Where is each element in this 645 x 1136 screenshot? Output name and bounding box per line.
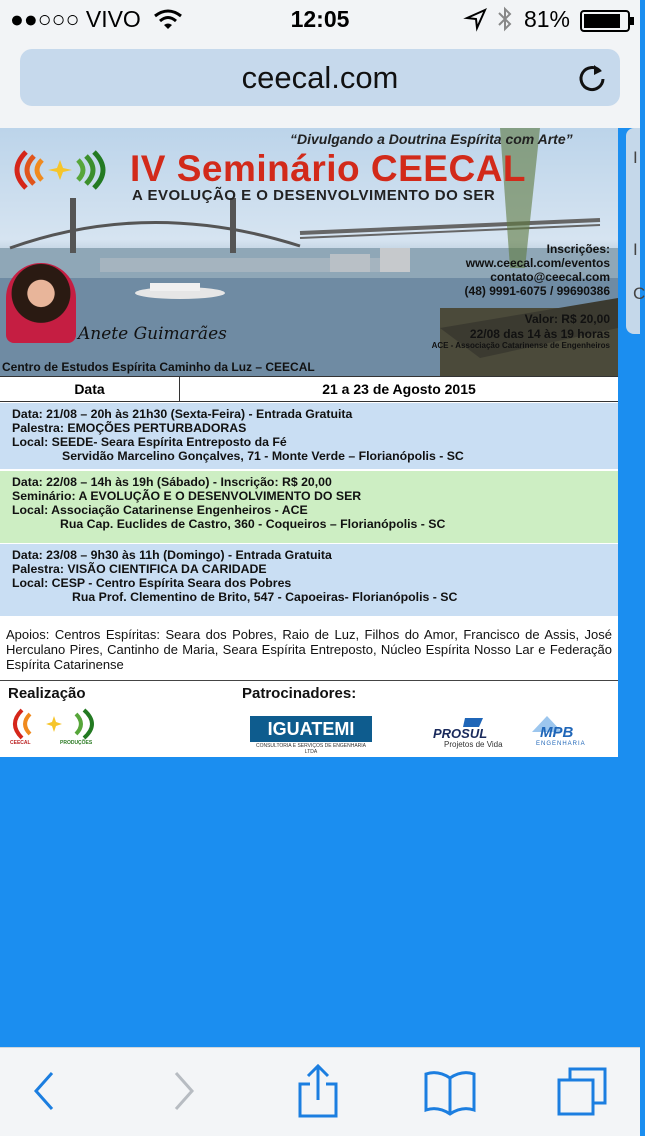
event-talk: Palestra: VISÃO CIENTIFICA DA CARIDADE [12,562,267,576]
event-address: Rua Prof. Clementino de Brito, 547 - Capoeiras- Florianópolis - SC [72,590,458,604]
location-icon [465,8,487,30]
share-icon[interactable] [296,1064,340,1118]
event-block-2 [0,471,618,543]
event-site: www.ceecal.com/eventos [465,256,610,270]
event-date: Data: 23/08 – 9h30 às 11h (Domingo) - Entrada Gratuita [12,548,332,562]
event-flyer [0,128,618,757]
forward-icon[interactable] [170,1068,198,1114]
flyer-banner [0,128,618,376]
date-value: 21 a 23 de Agosto 2015 [322,381,476,397]
prosul-logo: PROSUL [433,726,488,741]
battery-icon [580,10,630,32]
event-address: Rua Cap. Euclides de Castro, 360 - Coqueiros – Florianópolis - SC [60,517,446,531]
producoes-label: PRODUÇÕES [60,740,93,746]
side-letter: I [633,240,638,259]
side-letter: I [633,148,638,167]
ceecal-logo-icon [6,148,114,192]
event-hours: 22/08 das 14 às 19 horas [469,327,610,341]
event-price: Valor: R$ 20,00 [524,312,610,326]
slogan: “Divulgando a Doutrina Espírita com Arte” [290,131,573,147]
date-row [0,376,618,402]
prosul-subtitle: Projetos de Vida [444,740,503,749]
tabs-icon[interactable] [556,1066,608,1116]
back-icon[interactable] [30,1068,58,1114]
mpb-logo: MPB [540,724,574,741]
speaker-name: Anete Guimarães [78,324,227,344]
event-location: Local: Associação Catarinense Engenheiros - ACE [12,503,308,517]
event-block-3 [0,544,618,616]
realizacao-label: Realização [8,685,86,702]
mpb-subtitle: ENGENHARIA [536,741,586,747]
clock: 12:05 [290,6,350,32]
reload-icon[interactable] [576,61,608,93]
bottom-toolbar [0,1047,640,1136]
url-text[interactable]: ceecal.com [241,60,399,95]
event-talk: Palestra: EMOÇÕES PERTURBADORAS [12,421,247,435]
speaker-photo [6,263,76,343]
ceecal-small-logo-icon [8,708,104,740]
event-location: Local: CESP - Centro Espírita Seara dos Pobres [12,576,292,590]
bluetooth-icon [497,6,513,32]
event-date: Data: 22/08 – 14h às 19h (Sábado) - Inscrição: R$ 20,00 [12,475,332,489]
ace-label: ACE - Associação Catarinense de Engenheiros [431,341,610,350]
side-letter: C [633,284,645,303]
sponsors-label: Patrocinadores: [242,685,357,702]
address-bar[interactable] [20,49,620,106]
carrier-signal: ●●○○○ VIVO [10,6,141,32]
browser-chrome [0,0,640,128]
event-email: contato@ceecal.com [490,270,610,284]
date-label: Data [0,377,180,401]
event-block-1 [0,403,618,469]
iguatemi-subtitle: CONSULTORIA E SERVIÇOS DE ENGENHARIA LTDA [255,743,367,755]
supporters-text: Apoios: Centros Espíritas: Seara dos Pobres, Raio de Luz, Filhos do Amor, Francisco de Assis, José Herculano Pires, Cantinho de Maria, Seara Espírita Entreposto, Núcleo Espírita Nosso Lar e Federação Espírita Catarinense [0,622,618,681]
bookmarks-icon[interactable] [422,1068,478,1116]
battery-percent: 81% [523,6,570,32]
event-address: Servidão Marcelino Gonçalves, 71 - Monte Verde – Florianópolis - SC [62,449,464,463]
inscricoes-label: Inscrições: [546,242,610,256]
event-date: Data: 21/08 – 20h às 21h30 (Sexta-Feira) - Entrada Gratuita [12,407,353,421]
event-talk: Seminário: A EVOLUÇÃO E O DESENVOLVIMENTO DO SER [12,489,362,503]
event-location: Local: SEEDE- Seara Espírita Entreposto da Fé [12,435,287,449]
seminar-subtitle: A EVOLUÇÃO E O DESENVOLVIMENTO DO SER [132,187,496,204]
seminar-title: IV Seminário CEECAL [130,148,527,189]
iguatemi-logo: IGUATEMI [250,716,372,742]
side-panel-tab[interactable] [626,128,645,334]
ceecal-small-label: CEECAL [10,740,31,746]
centro-label: Centro de Estudos Espírita Caminho da Luz – CEECAL [2,360,315,374]
event-phone: (48) 9991-6075 / 99690386 [464,284,610,298]
